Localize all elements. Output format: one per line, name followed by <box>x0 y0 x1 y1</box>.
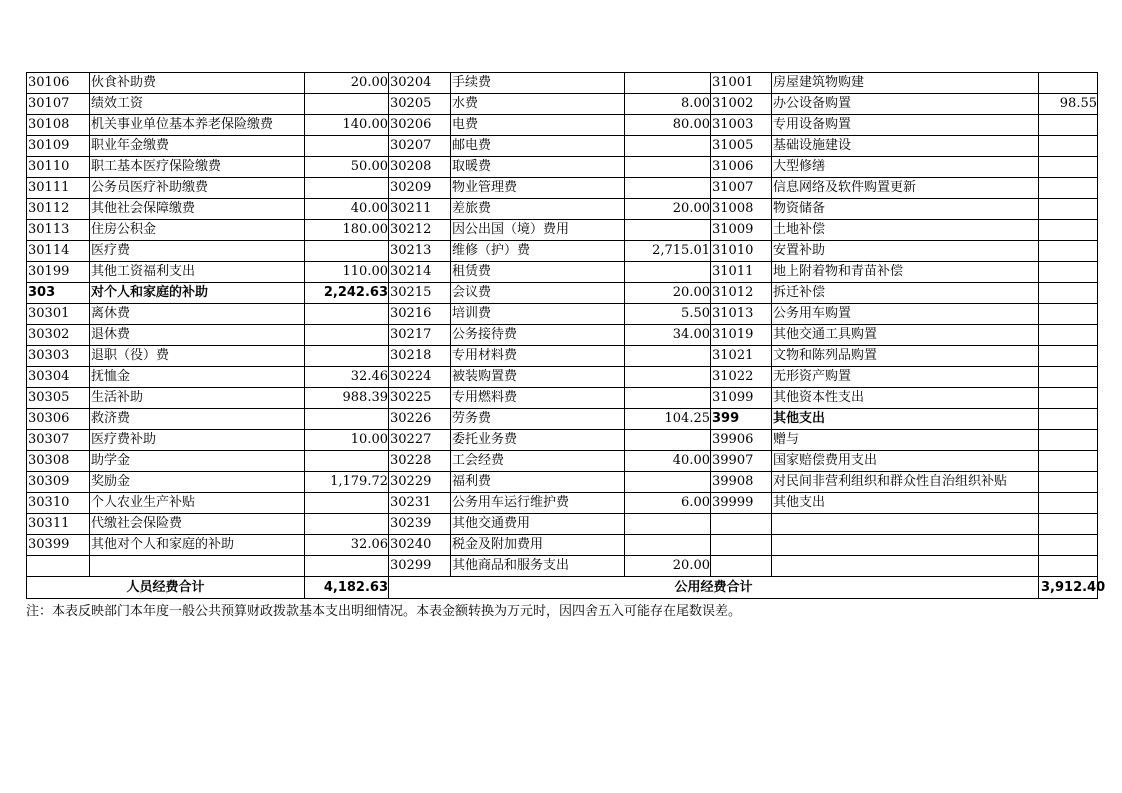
goods-services-amount-cell <box>625 388 711 409</box>
capital-other-code-cell: 31022 <box>711 367 772 388</box>
personnel-code-cell: 30110 <box>27 157 90 178</box>
capital-other-item-cell: 专用设备购置 <box>772 115 1039 136</box>
personnel-code-cell: 30311 <box>27 514 90 535</box>
capital-other-amount-cell <box>1039 346 1098 367</box>
goods-services-code-cell: 30240 <box>389 535 451 556</box>
goods-services-amount-cell <box>625 367 711 388</box>
capital-other-code-cell: 31010 <box>711 241 772 262</box>
personnel-item-cell: 退休费 <box>90 325 305 346</box>
capital-other-item-cell: 国家赔偿费用支出 <box>772 451 1039 472</box>
goods-services-code-cell: 30299 <box>389 556 451 577</box>
personnel-amount-cell: 110.00 <box>305 262 389 283</box>
table-row <box>27 241 1098 262</box>
table-row <box>27 178 1098 199</box>
capital-other-item-cell: 土地补偿 <box>772 220 1039 241</box>
personnel-amount-cell: 2,242.63 <box>305 283 389 304</box>
capital-other-code-cell: 31009 <box>711 220 772 241</box>
capital-other-amount-cell: 98.55 <box>1039 94 1098 115</box>
capital-other-amount-cell <box>1039 304 1098 325</box>
capital-other-amount-cell <box>1039 199 1098 220</box>
personnel-code-cell: 30307 <box>27 430 90 451</box>
personnel-code-cell: 30305 <box>27 388 90 409</box>
personnel-code-cell: 30109 <box>27 136 90 157</box>
capital-other-item-cell: 其他交通工具购置 <box>772 325 1039 346</box>
goods-services-code-cell: 30229 <box>389 472 451 493</box>
table-row <box>27 199 1098 220</box>
table-row <box>27 472 1098 493</box>
goods-services-amount-cell: 80.00 <box>625 115 711 136</box>
personnel-amount-cell <box>305 304 389 325</box>
goods-services-amount-cell <box>625 472 711 493</box>
personnel-item-cell: 其他工资福利支出 <box>90 262 305 283</box>
personnel-item-cell: 伙食补助费 <box>90 73 305 94</box>
capital-other-amount-cell <box>1039 367 1098 388</box>
personnel-item-cell: 机关事业单位基本养老保险缴费 <box>90 115 305 136</box>
goods-services-code-cell: 30224 <box>389 367 451 388</box>
capital-other-item-cell: 房屋建筑物购建 <box>772 73 1039 94</box>
personnel-code-cell: 30111 <box>27 178 90 199</box>
personnel-amount-cell: 10.00 <box>305 430 389 451</box>
personnel-item-cell: 代缴社会保险费 <box>90 514 305 535</box>
capital-other-code-cell <box>711 514 772 535</box>
goods-services-code-cell: 30211 <box>389 199 451 220</box>
capital-other-code-cell: 31005 <box>711 136 772 157</box>
personnel-amount-cell <box>305 493 389 514</box>
table-row <box>27 262 1098 283</box>
goods-services-item-cell: 水费 <box>451 94 625 115</box>
goods-services-code-cell: 30218 <box>389 346 451 367</box>
table-row <box>27 493 1098 514</box>
personnel-amount-cell: 140.00 <box>305 115 389 136</box>
goods-services-code-cell: 30216 <box>389 304 451 325</box>
capital-other-code-cell: 31013 <box>711 304 772 325</box>
table-row <box>27 304 1098 325</box>
goods-services-item-cell: 电费 <box>451 115 625 136</box>
capital-other-amount-cell <box>1039 136 1098 157</box>
personnel-code-cell: 30107 <box>27 94 90 115</box>
goods-services-amount-cell <box>625 514 711 535</box>
goods-services-code-cell: 30204 <box>389 73 451 94</box>
goods-services-amount-cell: 2,715.01 <box>625 241 711 262</box>
goods-services-code-cell: 30207 <box>389 136 451 157</box>
personnel-item-cell <box>90 556 305 577</box>
capital-other-amount-cell <box>1039 409 1098 430</box>
personnel-item-cell: 抚恤金 <box>90 367 305 388</box>
capital-other-amount-cell <box>1039 157 1098 178</box>
goods-services-item-cell: 委托业务费 <box>451 430 625 451</box>
personnel-code-cell: 30399 <box>27 535 90 556</box>
table-body <box>27 73 1098 577</box>
personnel-total-value: 4,182.63 <box>305 577 389 599</box>
personnel-item-cell: 救济费 <box>90 409 305 430</box>
capital-other-code-cell: 31021 <box>711 346 772 367</box>
capital-other-item-cell: 信息网络及软件购置更新 <box>772 178 1039 199</box>
capital-other-item-cell: 基础设施建设 <box>772 136 1039 157</box>
goods-services-code-cell: 30215 <box>389 283 451 304</box>
table-row <box>27 325 1098 346</box>
personnel-item-cell: 离休费 <box>90 304 305 325</box>
personnel-amount-cell: 40.00 <box>305 199 389 220</box>
goods-services-amount-cell <box>625 346 711 367</box>
goods-services-amount-cell: 20.00 <box>625 199 711 220</box>
personnel-code-cell: 30199 <box>27 262 90 283</box>
personnel-item-cell: 退职（役）费 <box>90 346 305 367</box>
goods-services-item-cell: 公务接待费 <box>451 325 625 346</box>
goods-services-amount-cell: 20.00 <box>625 283 711 304</box>
capital-other-item-cell: 其他资本性支出 <box>772 388 1039 409</box>
capital-other-amount-cell <box>1039 220 1098 241</box>
goods-services-code-cell: 30227 <box>389 430 451 451</box>
capital-other-item-cell: 公务用车购置 <box>772 304 1039 325</box>
capital-other-code-cell: 39907 <box>711 451 772 472</box>
capital-other-amount-cell <box>1039 262 1098 283</box>
goods-services-code-cell: 30228 <box>389 451 451 472</box>
personnel-item-cell: 职工基本医疗保险缴费 <box>90 157 305 178</box>
goods-services-item-cell: 因公出国（境）费用 <box>451 220 625 241</box>
goods-services-item-cell: 公务用车运行维护费 <box>451 493 625 514</box>
personnel-code-cell: 30106 <box>27 73 90 94</box>
goods-services-amount-cell <box>625 136 711 157</box>
table-row <box>27 136 1098 157</box>
personnel-amount-cell <box>305 178 389 199</box>
goods-services-code-cell: 30217 <box>389 325 451 346</box>
capital-other-code-cell: 39906 <box>711 430 772 451</box>
personnel-code-cell: 30308 <box>27 451 90 472</box>
personnel-code-cell: 30108 <box>27 115 90 136</box>
goods-services-code-cell: 30239 <box>389 514 451 535</box>
capital-other-amount-cell <box>1039 73 1098 94</box>
goods-services-amount-cell: 8.00 <box>625 94 711 115</box>
goods-services-item-cell: 手续费 <box>451 73 625 94</box>
personnel-code-cell: 30112 <box>27 199 90 220</box>
table-row <box>27 283 1098 304</box>
table-row <box>27 346 1098 367</box>
personnel-amount-cell <box>305 346 389 367</box>
goods-services-amount-cell <box>625 535 711 556</box>
capital-other-item-cell: 其他支出 <box>772 409 1039 430</box>
capital-other-code-cell: 31006 <box>711 157 772 178</box>
personnel-code-cell: 303 <box>27 283 90 304</box>
capital-other-amount-cell <box>1039 388 1098 409</box>
personnel-item-cell: 公务员医疗补助缴费 <box>90 178 305 199</box>
personnel-code-cell: 30301 <box>27 304 90 325</box>
capital-other-item-cell: 物资储备 <box>772 199 1039 220</box>
personnel-code-cell: 30113 <box>27 220 90 241</box>
capital-other-code-cell: 31001 <box>711 73 772 94</box>
personnel-total-label: 人员经费合计 <box>27 577 305 599</box>
goods-services-amount-cell: 104.25 <box>625 409 711 430</box>
capital-other-amount-cell <box>1039 535 1098 556</box>
personnel-item-cell: 住房公积金 <box>90 220 305 241</box>
capital-other-amount-cell <box>1039 283 1098 304</box>
capital-other-code-cell: 31012 <box>711 283 772 304</box>
goods-services-amount-cell <box>625 430 711 451</box>
capital-other-item-cell: 拆迁补偿 <box>772 283 1039 304</box>
table-row <box>27 94 1098 115</box>
capital-other-code-cell <box>711 535 772 556</box>
personnel-item-cell: 职业年金缴费 <box>90 136 305 157</box>
personnel-code-cell: 30309 <box>27 472 90 493</box>
capital-other-item-cell <box>772 556 1039 577</box>
table-row <box>27 451 1098 472</box>
footnote: 注：本表反映部门本年度一般公共预算财政拨款基本支出明细情况。本表金额转换为万元时，因四舍五入可能存在尾数误差。 <box>26 604 742 619</box>
table-row <box>27 388 1098 409</box>
personnel-amount-cell: 988.39 <box>305 388 389 409</box>
goods-services-amount-cell: 20.00 <box>625 556 711 577</box>
goods-services-item-cell: 取暖费 <box>451 157 625 178</box>
capital-other-item-cell: 地上附着物和青苗补偿 <box>772 262 1039 283</box>
capital-other-item-cell: 赠与 <box>772 430 1039 451</box>
personnel-amount-cell <box>305 514 389 535</box>
capital-other-code-cell: 39908 <box>711 472 772 493</box>
capital-other-code-cell: 31019 <box>711 325 772 346</box>
goods-services-code-cell: 30214 <box>389 262 451 283</box>
capital-other-code-cell: 31099 <box>711 388 772 409</box>
capital-other-item-cell <box>772 535 1039 556</box>
personnel-code-cell: 30310 <box>27 493 90 514</box>
personnel-item-cell: 个人农业生产补贴 <box>90 493 305 514</box>
capital-other-item-cell: 其他支出 <box>772 493 1039 514</box>
personnel-item-cell: 其他社会保障缴费 <box>90 199 305 220</box>
personnel-code-cell: 30303 <box>27 346 90 367</box>
goods-services-item-cell: 被装购置费 <box>451 367 625 388</box>
public-total-label: 公用经费合计 <box>389 577 1039 599</box>
goods-services-item-cell: 税金及附加费用 <box>451 535 625 556</box>
goods-services-item-cell: 劳务费 <box>451 409 625 430</box>
table-row <box>27 220 1098 241</box>
personnel-amount-cell: 20.00 <box>305 73 389 94</box>
public-total-value: 3,912.40 <box>1039 577 1098 599</box>
personnel-item-cell: 生活补助 <box>90 388 305 409</box>
table-row <box>27 556 1098 577</box>
table-row <box>27 430 1098 451</box>
personnel-amount-cell <box>305 556 389 577</box>
capital-other-amount-cell <box>1039 241 1098 262</box>
capital-other-amount-cell <box>1039 115 1098 136</box>
personnel-item-cell: 医疗费 <box>90 241 305 262</box>
personnel-amount-cell: 50.00 <box>305 157 389 178</box>
goods-services-code-cell: 30208 <box>389 157 451 178</box>
goods-services-item-cell: 邮电费 <box>451 136 625 157</box>
personnel-amount-cell <box>305 409 389 430</box>
table-row <box>27 157 1098 178</box>
table-row <box>27 367 1098 388</box>
capital-other-item-cell: 无形资产购置 <box>772 367 1039 388</box>
personnel-code-cell: 30304 <box>27 367 90 388</box>
totals-row <box>27 577 1098 599</box>
goods-services-code-cell: 30231 <box>389 493 451 514</box>
goods-services-amount-cell <box>625 220 711 241</box>
capital-other-amount-cell <box>1039 472 1098 493</box>
goods-services-amount-cell <box>625 157 711 178</box>
personnel-amount-cell <box>305 136 389 157</box>
capital-other-code-cell <box>711 556 772 577</box>
goods-services-amount-cell <box>625 262 711 283</box>
capital-other-item-cell: 文物和陈列品购置 <box>772 346 1039 367</box>
goods-services-amount-cell: 5.50 <box>625 304 711 325</box>
goods-services-code-cell: 30209 <box>389 178 451 199</box>
capital-other-code-cell: 399 <box>711 409 772 430</box>
capital-other-code-cell: 31002 <box>711 94 772 115</box>
capital-other-amount-cell <box>1039 451 1098 472</box>
capital-other-amount-cell <box>1039 514 1098 535</box>
goods-services-item-cell: 培训费 <box>451 304 625 325</box>
goods-services-item-cell: 其他交通费用 <box>451 514 625 535</box>
personnel-item-cell: 助学金 <box>90 451 305 472</box>
goods-services-code-cell: 30226 <box>389 409 451 430</box>
goods-services-code-cell: 30205 <box>389 94 451 115</box>
goods-services-item-cell: 专用材料费 <box>451 346 625 367</box>
personnel-item-cell: 绩效工资 <box>90 94 305 115</box>
personnel-amount-cell: 1,179.72 <box>305 472 389 493</box>
capital-other-code-cell: 31003 <box>711 115 772 136</box>
goods-services-code-cell: 30213 <box>389 241 451 262</box>
goods-services-code-cell: 30206 <box>389 115 451 136</box>
personnel-code-cell: 30306 <box>27 409 90 430</box>
table-row <box>27 535 1098 556</box>
capital-other-item-cell <box>772 514 1039 535</box>
goods-services-item-cell: 物业管理费 <box>451 178 625 199</box>
capital-other-code-cell: 31008 <box>711 199 772 220</box>
goods-services-amount-cell: 40.00 <box>625 451 711 472</box>
capital-other-amount-cell <box>1039 430 1098 451</box>
totals-section <box>27 577 1106 599</box>
capital-other-item-cell: 办公设备购置 <box>772 94 1039 115</box>
personnel-amount-cell: 32.46 <box>305 367 389 388</box>
goods-services-item-cell: 差旅费 <box>451 199 625 220</box>
personnel-item-cell: 其他对个人和家庭的补助 <box>90 535 305 556</box>
personnel-amount-cell: 32.06 <box>305 535 389 556</box>
personnel-item-cell: 医疗费补助 <box>90 430 305 451</box>
capital-other-item-cell: 大型修缮 <box>772 157 1039 178</box>
personnel-item-cell: 奖励金 <box>90 472 305 493</box>
personnel-amount-cell <box>305 325 389 346</box>
capital-other-item-cell: 安置补助 <box>772 241 1039 262</box>
capital-other-code-cell: 31011 <box>711 262 772 283</box>
goods-services-item-cell: 福利费 <box>451 472 625 493</box>
goods-services-amount-cell: 34.00 <box>625 325 711 346</box>
goods-services-amount-cell: 6.00 <box>625 493 711 514</box>
goods-services-code-cell: 30212 <box>389 220 451 241</box>
goods-services-item-cell: 会议费 <box>451 283 625 304</box>
goods-services-item-cell: 租赁费 <box>451 262 625 283</box>
personnel-item-cell: 对个人和家庭的补助 <box>90 283 305 304</box>
capital-other-code-cell: 39999 <box>711 493 772 514</box>
goods-services-amount-cell <box>625 73 711 94</box>
personnel-amount-cell <box>305 451 389 472</box>
goods-services-item-cell: 维修（护）费 <box>451 241 625 262</box>
personnel-amount-cell <box>305 241 389 262</box>
goods-services-item-cell: 工会经费 <box>451 451 625 472</box>
table-row <box>27 409 1098 430</box>
goods-services-item-cell: 其他商品和服务支出 <box>451 556 625 577</box>
goods-services-item-cell: 专用燃料费 <box>451 388 625 409</box>
capital-other-amount-cell <box>1039 325 1098 346</box>
personnel-code-cell <box>27 556 90 577</box>
capital-other-amount-cell <box>1039 178 1098 199</box>
personnel-amount-cell: 180.00 <box>305 220 389 241</box>
personnel-code-cell: 30114 <box>27 241 90 262</box>
goods-services-code-cell: 30225 <box>389 388 451 409</box>
capital-other-amount-cell <box>1039 493 1098 514</box>
goods-services-amount-cell <box>625 178 711 199</box>
table-row <box>27 115 1098 136</box>
expenditure-detail-table <box>26 72 1106 599</box>
personnel-amount-cell <box>305 94 389 115</box>
table-row <box>27 514 1098 535</box>
personnel-code-cell: 30302 <box>27 325 90 346</box>
capital-other-amount-cell <box>1039 556 1098 577</box>
capital-other-item-cell: 对民间非营利组织和群众性自治组织补贴 <box>772 472 1039 493</box>
table-row <box>27 73 1098 94</box>
capital-other-code-cell: 31007 <box>711 178 772 199</box>
